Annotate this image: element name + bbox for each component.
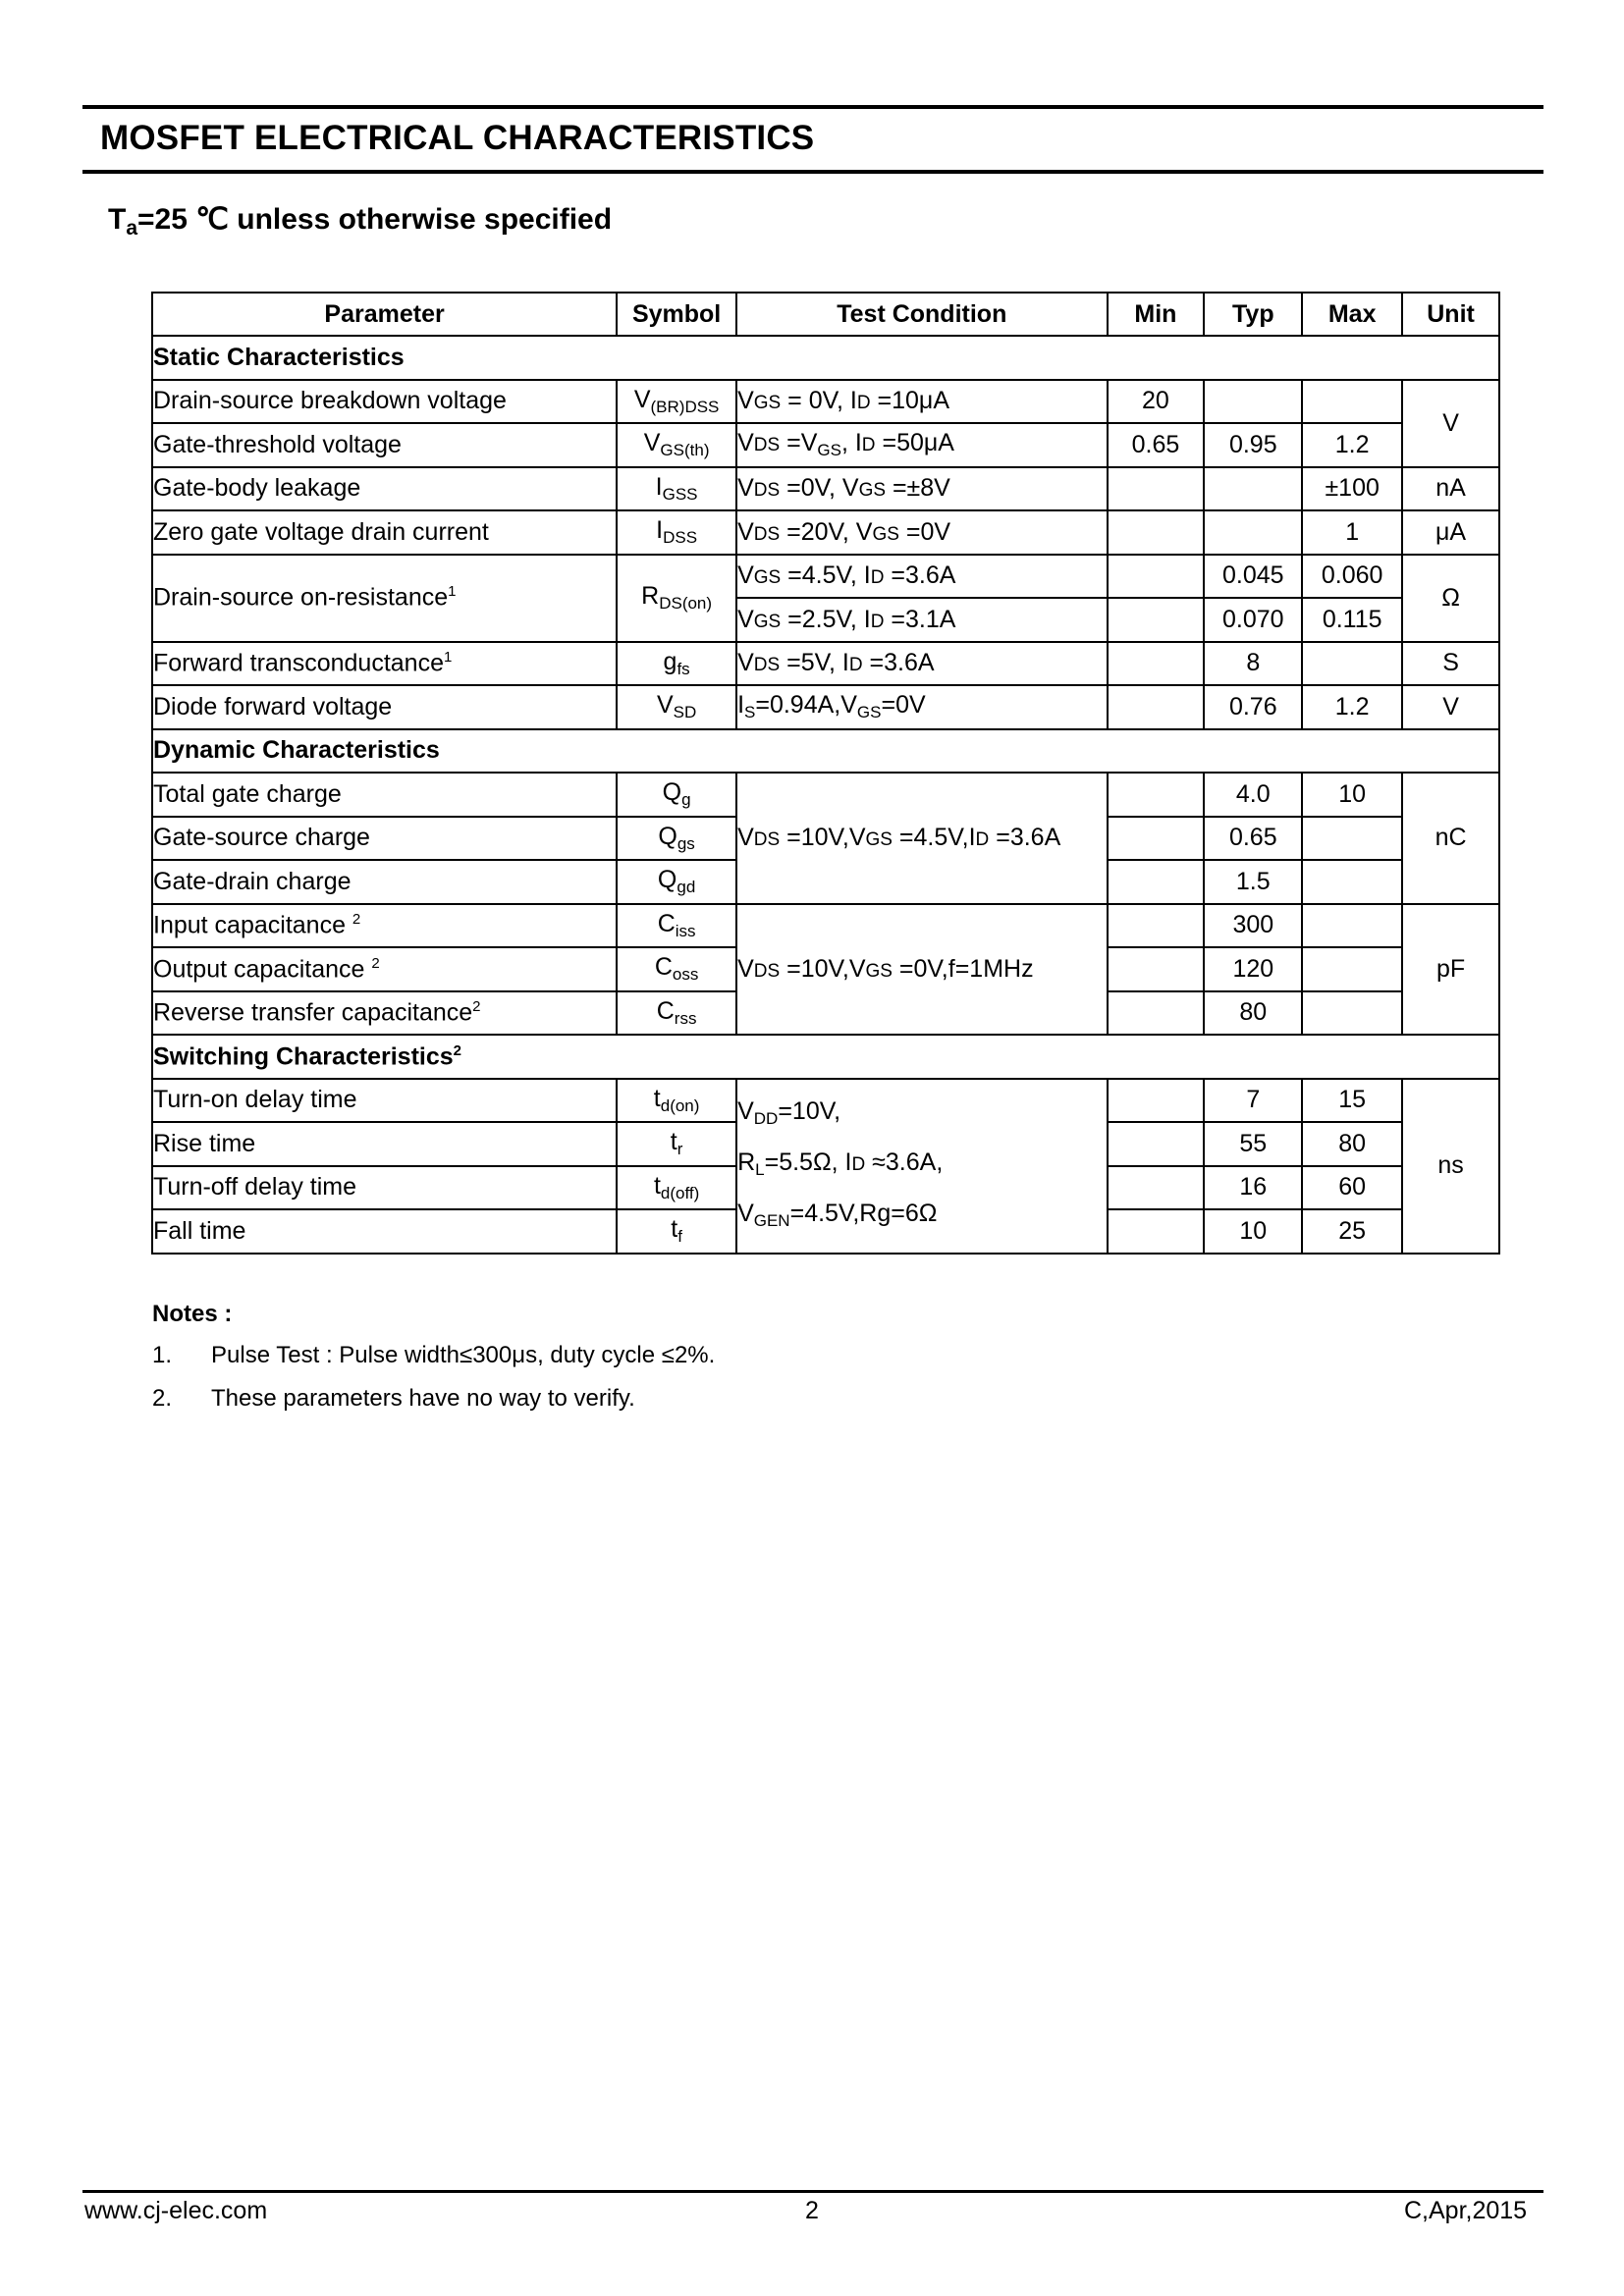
test-condition-cell: VDS =10V,VGS =4.5V,ID =3.6A bbox=[736, 773, 1107, 904]
notes-block bbox=[152, 1301, 715, 1428]
table-row bbox=[152, 904, 1499, 948]
section-switching: Switching Characteristics$^2$ bbox=[152, 1035, 1499, 1079]
typ-cell bbox=[1204, 467, 1302, 511]
max-cell: 0.115 bbox=[1302, 598, 1402, 642]
symbol-cell: $C_{rss}$ bbox=[617, 991, 736, 1036]
section-static: Static Characteristics bbox=[152, 336, 1499, 380]
max-cell bbox=[1302, 380, 1402, 424]
max-cell: 1 bbox=[1302, 510, 1402, 555]
typ-cell bbox=[1204, 380, 1302, 424]
max-cell bbox=[1302, 904, 1402, 948]
min-cell bbox=[1108, 860, 1205, 904]
unit-cell: ns bbox=[1402, 1079, 1499, 1254]
table-row bbox=[152, 642, 1499, 686]
min-cell bbox=[1108, 1166, 1205, 1210]
table-row bbox=[152, 773, 1499, 817]
param-cell: Zero gate voltage drain current bbox=[152, 510, 617, 555]
typ-cell: 0.95 bbox=[1204, 423, 1302, 467]
max-cell bbox=[1302, 947, 1402, 991]
footer-website: www.cj-elec.com bbox=[84, 2197, 268, 2224]
param-cell: Input capacitance $^2$ bbox=[152, 904, 617, 948]
footer-rule bbox=[82, 2190, 1543, 2193]
symbol-cell: $g_{fs}$ bbox=[617, 642, 736, 686]
temp-symbol: T bbox=[108, 203, 127, 236]
unit-cell: nC bbox=[1402, 773, 1499, 904]
footer-revision: C,Apr,2015 bbox=[1404, 2197, 1528, 2224]
test-condition-cell: VGS =2.5V, ID =3.1A bbox=[736, 598, 1107, 642]
max-cell: 60 bbox=[1302, 1166, 1402, 1210]
min-cell bbox=[1108, 1079, 1205, 1123]
param-cell: Rise time bbox=[152, 1122, 617, 1166]
max-cell bbox=[1302, 817, 1402, 861]
symbol-cell: $t_f$ bbox=[617, 1209, 736, 1254]
table-row bbox=[152, 467, 1499, 511]
min-cell bbox=[1108, 510, 1205, 555]
test-condition-cell: VGS =4.5V, ID =3.6A bbox=[736, 555, 1107, 599]
table-header-row bbox=[152, 293, 1499, 336]
header-unit: Unit bbox=[1402, 293, 1499, 336]
typ-cell: 0.65 bbox=[1204, 817, 1302, 861]
unit-cell: V bbox=[1402, 685, 1499, 729]
min-cell bbox=[1108, 1122, 1205, 1166]
unit-cell: nA bbox=[1402, 467, 1499, 511]
note-item: 2. These parameters have no way to verify. bbox=[152, 1385, 635, 1412]
section-row bbox=[152, 336, 1499, 380]
symbol-cell: $Q_g$ bbox=[617, 773, 736, 817]
max-cell: ±100 bbox=[1302, 467, 1402, 511]
section-row bbox=[152, 729, 1499, 774]
min-cell bbox=[1108, 773, 1205, 817]
unit-cell: Ω bbox=[1402, 555, 1499, 642]
min-cell: 20 bbox=[1108, 380, 1205, 424]
test-condition-cell: VDS $=V_{GS}$, ID =50μA bbox=[736, 423, 1107, 467]
param-cell: Fall time bbox=[152, 1209, 617, 1254]
min-cell: 0.65 bbox=[1108, 423, 1205, 467]
unit-cell: S bbox=[1402, 642, 1499, 686]
test-condition-cell: VDS =5V, ID =3.6A bbox=[736, 642, 1107, 686]
max-cell: 25 bbox=[1302, 1209, 1402, 1254]
test-condition-cell: VDS =20V, VGS =0V bbox=[736, 510, 1107, 555]
param-cell: Gate-source charge bbox=[152, 817, 617, 861]
min-cell bbox=[1108, 947, 1205, 991]
symbol-cell: $C_{iss}$ bbox=[617, 904, 736, 948]
typ-cell: 0.76 bbox=[1204, 685, 1302, 729]
param-cell: Gate-body leakage bbox=[152, 467, 617, 511]
characteristics-table bbox=[151, 292, 1500, 1255]
param-cell: Forward transconductance$^1$ bbox=[152, 642, 617, 686]
test-condition-cell: VGS = 0V, ID =10μA bbox=[736, 380, 1107, 424]
param-cell: Diode forward voltage bbox=[152, 685, 617, 729]
section-dynamic: Dynamic Characteristics bbox=[152, 729, 1499, 774]
header-min: Min bbox=[1108, 293, 1205, 336]
max-cell: 0.060 bbox=[1302, 555, 1402, 599]
symbol-cell: $C_{oss}$ bbox=[617, 947, 736, 991]
min-cell bbox=[1108, 555, 1205, 599]
test-conditions bbox=[108, 202, 612, 240]
typ-cell: 7 bbox=[1204, 1079, 1302, 1123]
test-condition-cell: VDS =10V,VGS =0V,f=1MHz bbox=[736, 904, 1107, 1036]
header-test-condition: Test Condition bbox=[736, 293, 1107, 336]
header-typ: Typ bbox=[1204, 293, 1302, 336]
min-cell bbox=[1108, 642, 1205, 686]
param-cell: Drain-source breakdown voltage bbox=[152, 380, 617, 424]
max-cell: 15 bbox=[1302, 1079, 1402, 1123]
param-cell: Turn-off delay time bbox=[152, 1166, 617, 1210]
table-row bbox=[152, 555, 1499, 599]
param-cell: Drain-source on-resistance$^1$ bbox=[152, 555, 617, 642]
max-cell bbox=[1302, 642, 1402, 686]
typ-cell: 55 bbox=[1204, 1122, 1302, 1166]
typ-cell: 4.0 bbox=[1204, 773, 1302, 817]
max-cell: 1.2 bbox=[1302, 423, 1402, 467]
min-cell bbox=[1108, 904, 1205, 948]
symbol-cell: $V_{GS(th)}$ bbox=[617, 423, 736, 467]
param-cell: Gate-drain charge bbox=[152, 860, 617, 904]
typ-cell: 8 bbox=[1204, 642, 1302, 686]
header-parameter: Parameter bbox=[152, 293, 617, 336]
symbol-cell: $t_r$ bbox=[617, 1122, 736, 1166]
footer-page-number: 2 bbox=[805, 2197, 819, 2224]
section-row bbox=[152, 1035, 1499, 1079]
typ-cell: 300 bbox=[1204, 904, 1302, 948]
unit-cell: μA bbox=[1402, 510, 1499, 555]
test-condition-cell: VDS =0V, VGS =±8V bbox=[736, 467, 1107, 511]
max-cell bbox=[1302, 991, 1402, 1036]
min-cell bbox=[1108, 817, 1205, 861]
param-cell: Gate-threshold voltage bbox=[152, 423, 617, 467]
param-cell: Reverse transfer capacitance$^2$ bbox=[152, 991, 617, 1036]
symbol-cell: $Q_{gs}$ bbox=[617, 817, 736, 861]
test-condition-cell: $V_{DD}=10V$, $R_L=5.5\Omega$, ID ≈3.6A, $V_{GEN}=4.5V,Rg=6\Omega$ bbox=[736, 1079, 1107, 1254]
param-cell: Output capacitance $^2$ bbox=[152, 947, 617, 991]
typ-cell: 16 bbox=[1204, 1166, 1302, 1210]
param-cell: Total gate charge bbox=[152, 773, 617, 817]
table-row bbox=[152, 685, 1499, 729]
header-max: Max bbox=[1302, 293, 1402, 336]
temp-subscript: a bbox=[126, 217, 138, 240]
typ-cell: 80 bbox=[1204, 991, 1302, 1036]
table-row bbox=[152, 1079, 1499, 1123]
symbol-cell: $I_{GSS}$ bbox=[617, 467, 736, 511]
typ-cell: 0.045 bbox=[1204, 555, 1302, 599]
max-cell: 1.2 bbox=[1302, 685, 1402, 729]
typ-cell bbox=[1204, 510, 1302, 555]
typ-cell: 10 bbox=[1204, 1209, 1302, 1254]
symbol-cell: $t_{d(on)}$ bbox=[617, 1079, 736, 1123]
note-item: 1. Pulse Test : Pulse width≤300μs, duty cycle ≤2%. bbox=[152, 1342, 716, 1368]
unit-cell: pF bbox=[1402, 904, 1499, 1036]
param-cell: Turn-on delay time bbox=[152, 1079, 617, 1123]
min-cell bbox=[1108, 467, 1205, 511]
min-cell bbox=[1108, 1209, 1205, 1254]
table-row bbox=[152, 423, 1499, 467]
max-cell bbox=[1302, 860, 1402, 904]
min-cell bbox=[1108, 991, 1205, 1036]
notes-heading: Notes : bbox=[152, 1301, 233, 1327]
table-row bbox=[152, 510, 1499, 555]
symbol-cell: $V_{SD}$ bbox=[617, 685, 736, 729]
typ-cell: 0.070 bbox=[1204, 598, 1302, 642]
min-cell bbox=[1108, 685, 1205, 729]
symbol-cell: $R_{DS(on)}$ bbox=[617, 555, 736, 642]
conditions-text: =25 ℃ unless otherwise specified bbox=[137, 203, 613, 236]
typ-cell: 1.5 bbox=[1204, 860, 1302, 904]
page-title: MOSFET ELECTRICAL CHARACTERISTICS bbox=[100, 119, 815, 157]
symbol-cell: $I_{DSS}$ bbox=[617, 510, 736, 555]
symbol-cell: $t_{d(off)}$ bbox=[617, 1166, 736, 1210]
min-cell bbox=[1108, 598, 1205, 642]
header-symbol: Symbol bbox=[617, 293, 736, 336]
symbol-cell: $Q_{gd}$ bbox=[617, 860, 736, 904]
title-underline bbox=[82, 170, 1543, 174]
max-cell: 80 bbox=[1302, 1122, 1402, 1166]
test-condition-cell: $I_S=0.94A,V_{GS}=0V$ bbox=[736, 685, 1107, 729]
unit-cell: V bbox=[1402, 380, 1499, 467]
top-rule bbox=[82, 105, 1543, 109]
max-cell: 10 bbox=[1302, 773, 1402, 817]
table-row bbox=[152, 380, 1499, 424]
symbol-cell: $V_{(BR)DSS}$ bbox=[617, 380, 736, 424]
typ-cell: 120 bbox=[1204, 947, 1302, 991]
